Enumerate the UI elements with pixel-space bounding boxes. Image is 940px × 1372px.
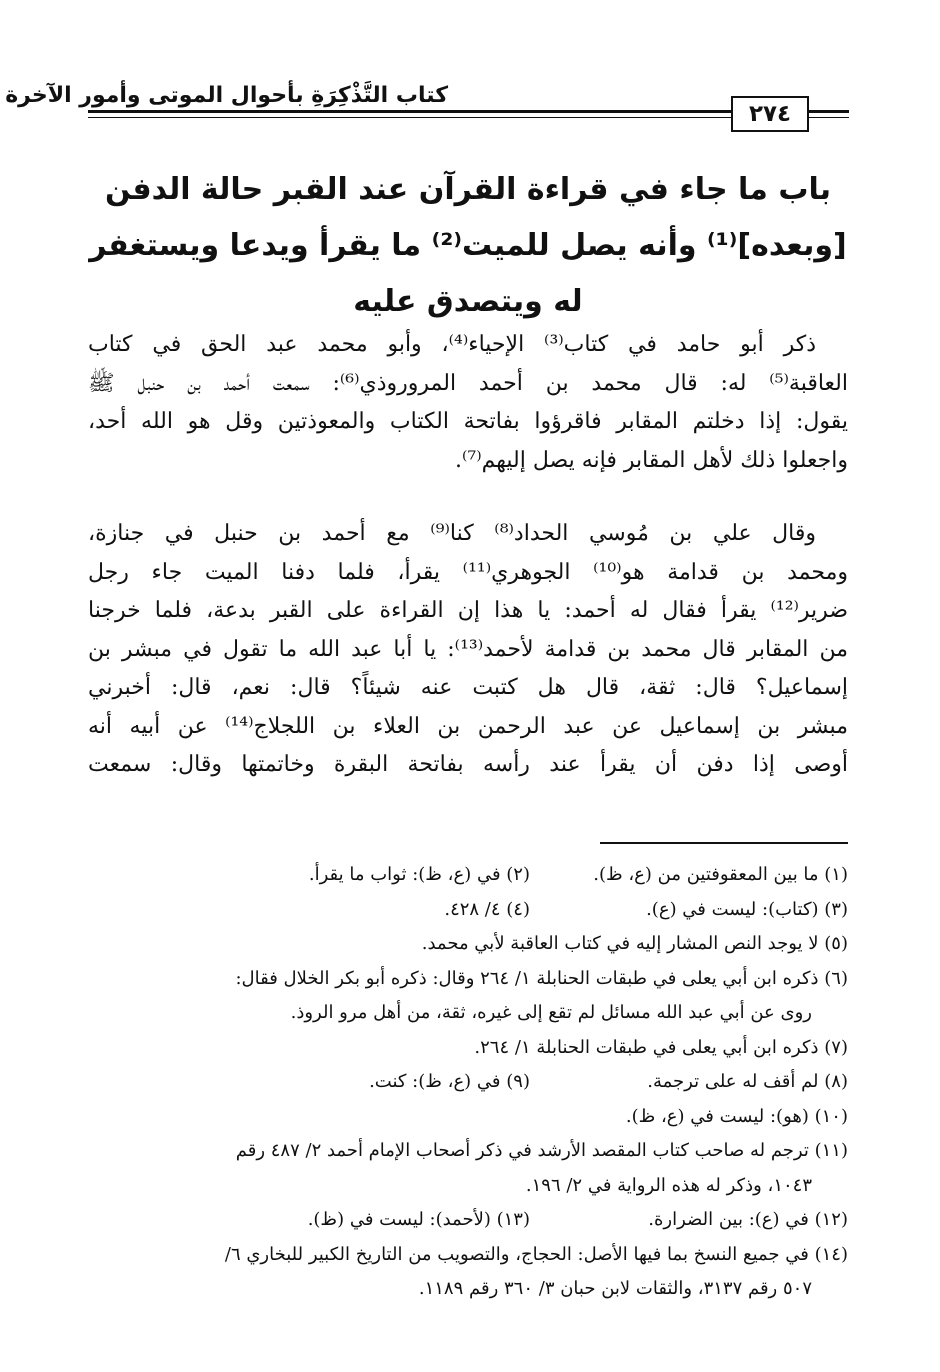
header-rule-right [809, 110, 849, 113]
footnote: (٧) ذكره ابن أبي يعلى في طبقات الحنابلة ١/ ٢٦٤. [474, 1036, 848, 1058]
footnote: (١٤) في جميع النسخ بما فيها الأصل: الحجاج، والتصويب من التاريخ الكبير للبخاري ٦/ [224, 1243, 848, 1265]
running-header-title: كتاب التَّذْكِرَةِ بأحوال الموتى وأمور الآخرة [5, 83, 448, 108]
text-line: إسماعيل؟ قال: ثقة، قال هل كتبت عنه شيئاً؟ قال: نعم، قال: أخبرني [88, 675, 848, 700]
footnote-continuation: ٥٠٧ رقم ٣١٣٧، والثقات لابن حبان ٣/ ٣٦٠ رقم ١١٨٩. [418, 1278, 812, 1299]
text-line: يقول: إذا دخلتم المقابر فاقرؤوا بفاتحة الكتاب والمعوذتين وقل هو الله أحد، [88, 409, 848, 434]
footnote-continuation: ١٠٤٣، وذكر له هذه الرواية في ٢/ ١٩٦. [525, 1174, 812, 1196]
footnote: (١٣) (لأحمد): ليست في (ظ). [307, 1209, 530, 1230]
chapter-title-line: باب ما جاء في قراءة القرآن عند القبر حالة الدفن [104, 172, 832, 207]
chapter-title [88, 162, 848, 330]
footnote: (٢) في (ع، ظ): ثواب ما يقرأ. [308, 864, 530, 885]
footnote-row [88, 1203, 848, 1238]
footnote: (٦) ذكره ابن أبي يعلى في طبقات الحنابلة ١/ ٢٦٤ وقال: ذكره أبو بكر الخلال فقال: [235, 967, 848, 989]
footnote-separator [600, 842, 848, 844]
footnote: (٨) لم أقف له على ترجمة. [647, 1071, 848, 1092]
footnote: (٣) (كتاب): ليست في (ع). [646, 898, 848, 920]
text-line: ومحمد بن قدامة هو⁽¹⁰⁾ الجوهري⁽¹¹⁾ يقرأ، فلما دفنا الميت جاء رجل [88, 559, 848, 585]
text-line: العاقبة⁽⁵⁾ له: قال محمد بن أحمد المروروذي⁽⁶⁾: سمعت أحمد بن حنبل ﷺ [88, 370, 848, 396]
footnote: (٥) لا يوجد النص المشار إليه في كتاب العاقبة لأبي محمد. [421, 933, 848, 954]
chapter-title-line: [وبعده]⁽¹⁾ وأنه يصل للميت⁽²⁾ ما يقرأ ويدعا ويستغفر [89, 228, 847, 263]
body-paragraph-1 [88, 326, 848, 480]
text-line: وقال علي بن مُوسي الحداد⁽⁸⁾ كنا⁽⁹⁾ مع أحمد بن حنبل في جنازة، [88, 521, 816, 546]
text-line: من المقابر قال محمد بن قدامة لأحمد⁽¹³⁾: يا أبا عبد الله ما تقول في مبشر بن [88, 636, 848, 662]
footnote: (٤) ٤/ ٤٢٨. [444, 898, 530, 920]
text-line: واجعلوا ذلك لأهل المقابر فإنه يصل إليهم⁽⁷⁾. [454, 447, 848, 473]
footnote: (١) ما بين المعقوفتين من (ع، ظ). [593, 864, 848, 885]
footnote-row [88, 858, 848, 893]
footnote: (٩) في (ع، ظ): كنت. [369, 1071, 530, 1092]
text-line: أوصى إذا دفن أن يقرأ عند رأسه بفاتحة البقرة وخاتمتها وقال: سمعت [88, 752, 848, 777]
footnote: (١١) ترجم له صاحب كتاب المقصد الأرشد في ذكر أصحاب الإمام أحمد ٢/ ٤٨٧ رقم [235, 1140, 848, 1161]
body-paragraph-2 [88, 515, 848, 785]
chapter-title-line: له ويتصدق عليه [353, 284, 583, 319]
footnote: (١٠) (هو): ليست في (ع، ظ). [625, 1105, 848, 1127]
page-number: ٢٧٤ [731, 96, 809, 132]
header-rule-thin [88, 117, 731, 118]
text-line: ذكر أبو حامد في كتاب⁽³⁾ الإحياء⁽⁴⁾، وأبو محمد عبد الحق في كتاب [88, 332, 817, 357]
text-line: ضرير⁽¹²⁾ يقرأ فقال له أحمد: يا هذا إن القراءة على القبر بدعة، فلما خرجنا [88, 598, 848, 623]
header-rule-right-thin [809, 117, 849, 118]
text-line: مبشر بن إسماعيل عن عبد الرحمن بن العلاء بن اللجلاج⁽¹⁴⁾ عن أبيه أنه [88, 713, 848, 739]
header-rule-thick [88, 110, 731, 113]
footnote-continuation: روى عن أبي عبد الله مسائل لم تقع إلى غيره، ثقة، من أهل مرو الروذ. [290, 1002, 812, 1023]
footnote: (١٢) في (ع): بين الضرارة. [648, 1209, 848, 1230]
footnote-row [88, 1065, 848, 1100]
footnote-row [88, 893, 848, 928]
footnotes [88, 858, 848, 1307]
